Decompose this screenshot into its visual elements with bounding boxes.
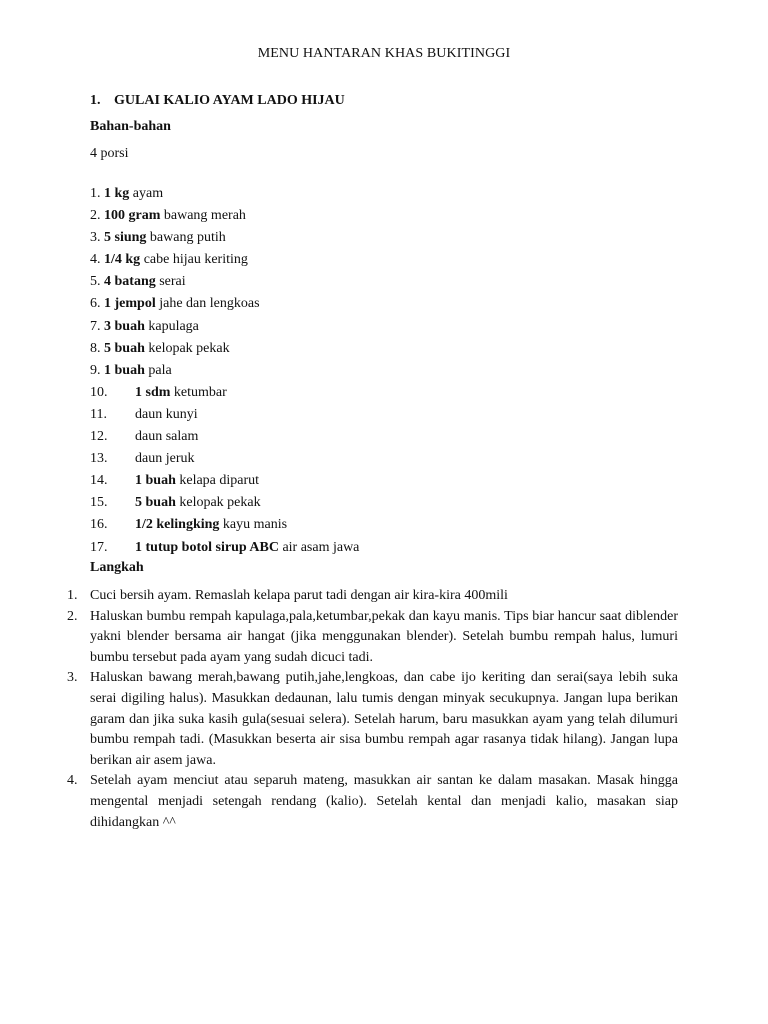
step-number: 2.	[67, 608, 78, 624]
ingredient-name: kelopak pekak	[144, 340, 230, 356]
ingredient-item	[90, 448, 359, 470]
ingredient-number: 3.	[90, 230, 101, 246]
ingredient-number: 4.	[90, 252, 101, 268]
ingredient-number: 9.	[90, 362, 101, 378]
step-text: Cuci bersih ayam. Remaslah kelapa parut tadi dengan air kira-kira 400mili	[90, 588, 508, 603]
ingredient-number: 15.	[90, 495, 108, 511]
ingredients-label: Bahan-bahan	[90, 119, 171, 134]
ingredient-name: ayam	[129, 186, 164, 201]
ingredient-item	[90, 271, 359, 293]
step-item	[67, 586, 678, 607]
ingredient-number: 7.	[90, 318, 101, 334]
ingredient-number: 6.	[90, 296, 101, 312]
ingredient-item	[90, 470, 359, 492]
ingredient-item	[90, 183, 359, 205]
ingredient-item	[90, 492, 359, 514]
step-item	[67, 668, 678, 771]
ingredient-quantity: 1/4 kg	[104, 252, 141, 268]
step-number: 1.	[67, 588, 78, 603]
ingredient-name: bawang putih	[146, 230, 226, 246]
recipe-name: GULAI KALIO AYAM LADO HIJAU	[114, 93, 345, 108]
ingredient-item	[90, 205, 359, 227]
recipe-heading	[90, 93, 345, 109]
ingredient-quantity: 1 tutup botol sirup ABC	[135, 539, 279, 555]
ingredient-name: air asam jawa	[278, 539, 360, 555]
page-title: MENU HANTARAN KHAS BUKITINGGI	[257, 46, 511, 61]
ingredient-quantity: 100 gram	[104, 208, 161, 224]
steps-list	[67, 586, 678, 833]
ingredient-quantity: 1 jempol	[104, 296, 156, 312]
ingredient-number: 10.	[90, 384, 108, 400]
ingredient-number: 5.	[90, 274, 101, 290]
ingredient-number: 12.	[90, 429, 108, 445]
ingredient-name: kelopak pekak	[175, 495, 261, 511]
ingredient-name: daun jeruk	[135, 451, 195, 467]
ingredient-name: daun salam	[135, 429, 199, 445]
ingredient-name: kapulaga	[144, 318, 199, 334]
ingredient-quantity: 1 buah	[135, 473, 176, 489]
ingredient-item	[90, 426, 359, 448]
ingredient-number: 14.	[90, 473, 108, 489]
portion-text: 4 porsi	[90, 146, 129, 161]
ingredient-name: serai	[155, 274, 186, 290]
ingredient-item	[90, 404, 359, 426]
ingredient-item	[90, 514, 359, 536]
steps-label: Langkah	[90, 560, 144, 575]
step-text: Haluskan bumbu rempah kapulaga,pala,ketumbar,pekak dan kayu manis. Tips biar hancur saat diblender yakni blender bersama air hangat (jika menggunakan blender). Setelah bumbu rempah halus, lumuri bumbu tersebut pada ayam yang sudah dicuci tadi.	[90, 608, 678, 665]
step-number: 3.	[67, 670, 78, 686]
ingredient-number: 17.	[90, 539, 108, 555]
ingredient-quantity: 4 batang	[104, 274, 156, 290]
ingredient-quantity: 1 buah	[104, 362, 145, 378]
step-text: Haluskan bawang merah,bawang putih,jahe,lengkoas, dan cabe ijo keriting dan serai(saya lebih suka serai digiling halus). Masukkan dedaunan, lalu tumis dengan minyak secukupnya. Jangan lupa berikan garam dan jika suka kasih gula(sesuai selera). Setelah harum, baru masukkan ayam yang telah dilumuri bumbu rempah tadi. (Masukkan beserta air sisa bumbu rempah agar rasanya tidak hilang). Jangan lupa berikan air asem jawa.	[90, 670, 678, 768]
ingredient-item	[90, 360, 359, 382]
ingredient-number: 11.	[90, 406, 107, 422]
ingredient-name: pala	[144, 362, 172, 378]
ingredient-number: 1.	[90, 186, 101, 201]
ingredient-name: ketumbar	[170, 384, 227, 400]
ingredient-quantity: 5 buah	[104, 340, 145, 356]
ingredient-quantity: 1/2 kelingking	[135, 517, 220, 533]
ingredient-name: kayu manis	[219, 517, 288, 533]
ingredient-item	[90, 249, 359, 271]
ingredient-quantity: 1 kg	[104, 186, 130, 201]
ingredient-quantity: 3 buah	[104, 318, 145, 334]
ingredient-item	[90, 382, 359, 404]
recipe-number: 1.	[90, 93, 101, 108]
ingredient-item	[90, 227, 359, 249]
ingredient-quantity: 1 sdm	[135, 384, 171, 400]
step-text: Setelah ayam menciut atau separuh mateng, masukkan air santan ke dalam masakan. Masak hingga mengental menjadi setengah rendang (kalio). Setelah kental dan menjadi kalio, masakan siap dihidangkan ^^	[90, 773, 678, 830]
ingredient-number: 2.	[90, 208, 101, 224]
ingredient-name: bawang merah	[160, 208, 246, 224]
ingredient-list	[90, 183, 359, 559]
ingredient-quantity: 5 siung	[104, 230, 147, 246]
step-item	[67, 607, 678, 669]
ingredient-number: 13.	[90, 451, 108, 467]
ingredient-name: cabe hijau keriting	[140, 252, 248, 268]
ingredient-number: 16.	[90, 517, 108, 533]
ingredient-item	[90, 338, 359, 360]
ingredient-item	[90, 293, 359, 315]
step-item	[67, 771, 678, 833]
ingredient-item	[90, 316, 359, 338]
ingredient-name: jahe dan lengkoas	[155, 296, 260, 312]
ingredient-number: 8.	[90, 340, 101, 356]
ingredient-item	[90, 537, 359, 559]
step-number: 4.	[67, 773, 78, 789]
ingredient-quantity: 5 buah	[135, 495, 176, 511]
ingredient-name: kelapa diparut	[175, 473, 260, 489]
ingredient-name: daun kunyi	[135, 406, 198, 422]
